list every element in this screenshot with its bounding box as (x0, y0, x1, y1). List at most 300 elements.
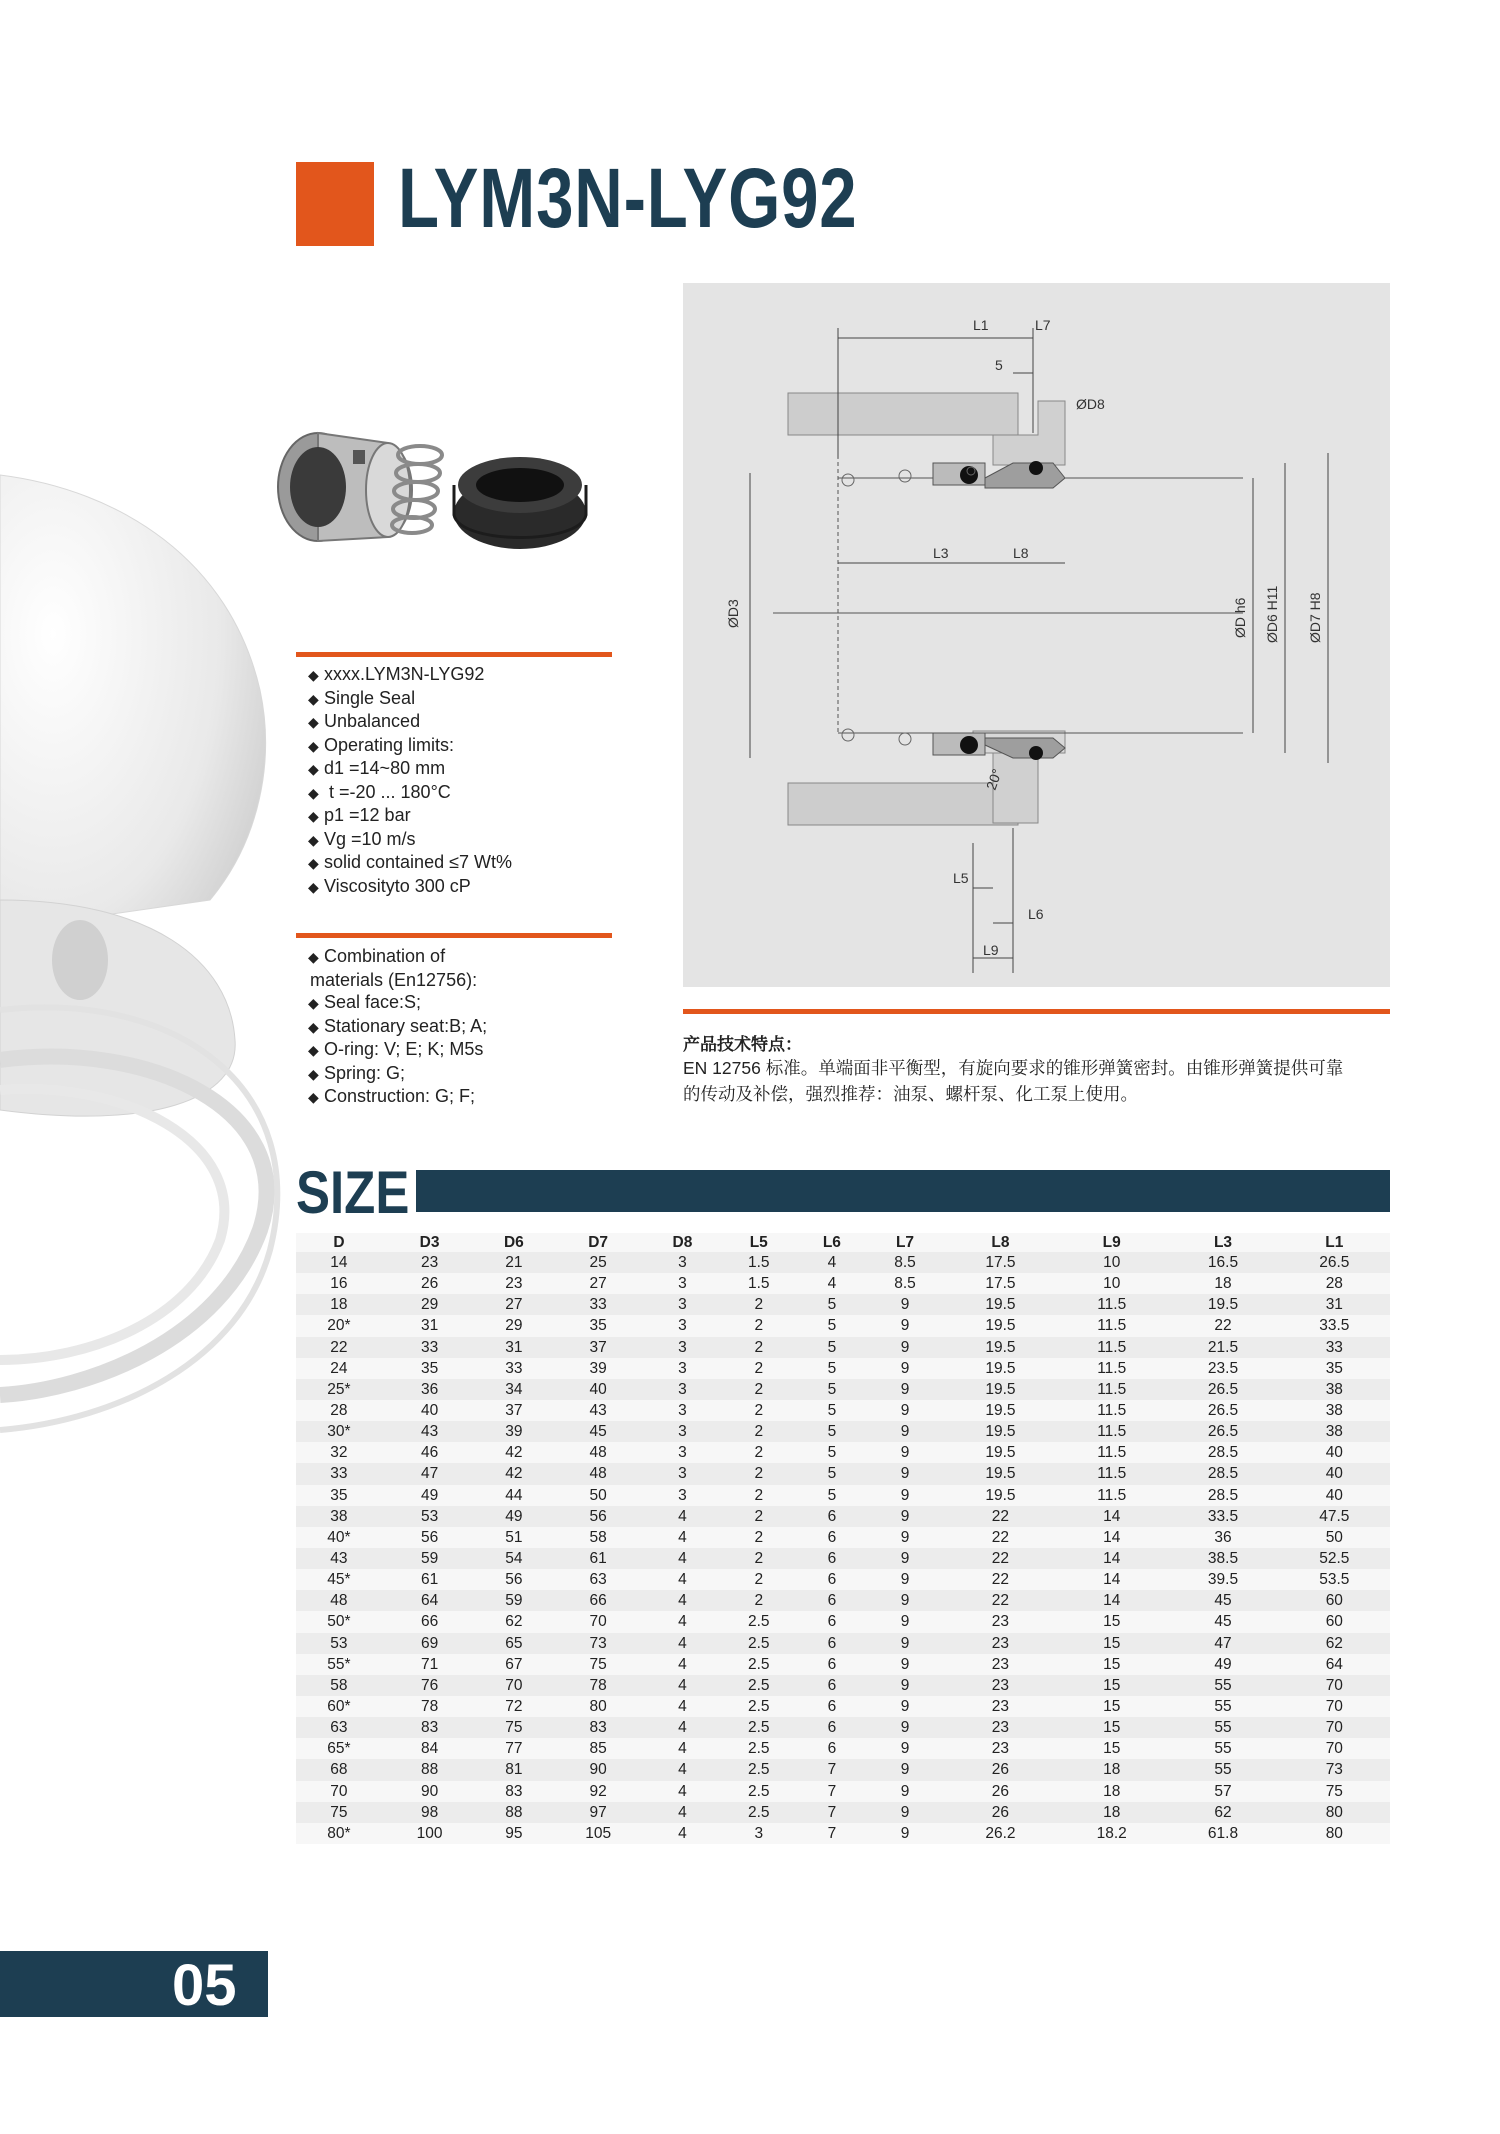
table-cell: 59 (382, 1548, 477, 1569)
table-cell: 40* (296, 1527, 382, 1548)
dim-l6: L6 (1028, 906, 1044, 922)
table-row (296, 1590, 1390, 1611)
table-cell: 31 (382, 1315, 477, 1336)
table-cell: 97 (550, 1802, 645, 1823)
table-cell: 65 (477, 1633, 550, 1654)
diamond-bullet-icon: ◆ (308, 1042, 319, 1058)
table-cell: 11.5 (1056, 1315, 1167, 1336)
table-cell: 10 (1056, 1252, 1167, 1273)
table-cell: 9 (865, 1823, 945, 1844)
table-cell: 81 (477, 1759, 550, 1780)
table-cell: 40 (1279, 1442, 1390, 1463)
column-header: L1 (1279, 1233, 1390, 1252)
table-cell: 35 (382, 1358, 477, 1379)
table-row (296, 1759, 1390, 1780)
table-cell: 34 (477, 1379, 550, 1400)
table-cell: 60 (1279, 1590, 1390, 1611)
table-cell: 21 (477, 1252, 550, 1273)
table-cell: 83 (550, 1717, 645, 1738)
table-cell: 45 (550, 1421, 645, 1442)
dim-l3: L3 (933, 545, 949, 561)
table-cell: 77 (477, 1738, 550, 1759)
table-cell: 11.5 (1056, 1421, 1167, 1442)
size-header-bar (416, 1170, 1390, 1212)
table-cell: 80 (1279, 1823, 1390, 1844)
product-photo (270, 415, 610, 575)
dim-l8: L8 (1013, 545, 1029, 561)
diamond-bullet-icon: ◆ (308, 831, 319, 848)
table-cell: 23 (945, 1675, 1056, 1696)
table-cell: 1.5 (719, 1273, 799, 1294)
table-cell: 4 (646, 1611, 719, 1632)
table-cell: 83 (477, 1781, 550, 1802)
column-header: L9 (1056, 1233, 1167, 1252)
table-cell: 56 (382, 1527, 477, 1548)
table-cell: 51 (477, 1527, 550, 1548)
table-cell: 38 (1279, 1379, 1390, 1400)
size-title: SIZE (296, 1159, 410, 1226)
table-cell: 4 (646, 1759, 719, 1780)
table-cell: 14 (1056, 1569, 1167, 1590)
table-cell: 67 (477, 1654, 550, 1675)
title-accent-square (296, 162, 374, 246)
table-cell: 35 (550, 1315, 645, 1336)
table-cell: 6 (799, 1590, 866, 1611)
table-cell: 16.5 (1167, 1252, 1278, 1273)
table-cell: 19.5 (945, 1485, 1056, 1506)
table-cell: 70 (1279, 1738, 1390, 1759)
table-cell: 3 (646, 1421, 719, 1442)
table-cell: 27 (477, 1294, 550, 1315)
spec-item: ◆ p1 =12 bar (308, 804, 512, 828)
table-cell: 71 (382, 1654, 477, 1675)
table-cell: 9 (865, 1738, 945, 1759)
table-cell: 35 (296, 1485, 382, 1506)
table-cell: 57 (1167, 1781, 1278, 1802)
table-cell: 9 (865, 1379, 945, 1400)
size-table (296, 1233, 1390, 1844)
table-cell: 19.5 (945, 1337, 1056, 1358)
table-cell: 6 (799, 1696, 866, 1717)
table-cell: 73 (550, 1633, 645, 1654)
table-cell: 19.5 (945, 1400, 1056, 1421)
table-cell: 31 (477, 1337, 550, 1358)
table-cell: 2.5 (719, 1759, 799, 1780)
table-cell: 70 (1279, 1717, 1390, 1738)
table-cell: 58 (296, 1675, 382, 1696)
table-cell: 14 (1056, 1590, 1167, 1611)
table-cell: 9 (865, 1717, 945, 1738)
table-cell: 33 (1279, 1337, 1390, 1358)
table-cell: 55 (1167, 1759, 1278, 1780)
table-cell: 68 (296, 1759, 382, 1780)
table-cell: 2.5 (719, 1696, 799, 1717)
table-row (296, 1379, 1390, 1400)
table-cell: 65* (296, 1738, 382, 1759)
column-header: D (296, 1233, 382, 1252)
table-cell: 2.5 (719, 1675, 799, 1696)
technical-drawing-panel (683, 283, 1390, 987)
table-row (296, 1569, 1390, 1590)
table-cell: 6 (799, 1569, 866, 1590)
table-cell: 2 (719, 1569, 799, 1590)
material-item: ◆ Stationary seat:B; A; (308, 1015, 487, 1039)
table-cell: 18 (296, 1294, 382, 1315)
table-cell: 28.5 (1167, 1442, 1278, 1463)
table-cell: 4 (646, 1654, 719, 1675)
table-cell: 19.5 (945, 1442, 1056, 1463)
table-cell: 10 (1056, 1273, 1167, 1294)
table-cell: 47 (1167, 1633, 1278, 1654)
diamond-bullet-icon: ◆ (308, 761, 319, 777)
table-cell: 23 (945, 1696, 1056, 1717)
table-cell: 45 (1167, 1611, 1278, 1632)
table-cell: 9 (865, 1611, 945, 1632)
table-cell: 4 (799, 1273, 866, 1294)
table-cell: 7 (799, 1802, 866, 1823)
table-cell: 63 (296, 1717, 382, 1738)
table-cell: 55 (1167, 1717, 1278, 1738)
table-row (296, 1527, 1390, 1548)
column-header: L5 (719, 1233, 799, 1252)
table-cell: 40 (382, 1400, 477, 1421)
table-cell: 3 (646, 1379, 719, 1400)
table-cell: 9 (865, 1569, 945, 1590)
table-cell: 2.5 (719, 1802, 799, 1823)
specs-rule (296, 652, 612, 657)
table-cell: 21.5 (1167, 1337, 1278, 1358)
table-cell: 56 (477, 1569, 550, 1590)
table-cell: 61 (382, 1569, 477, 1590)
dim-l9: L9 (983, 942, 999, 958)
table-cell: 5 (799, 1315, 866, 1336)
diamond-bullet-icon: ◆ (308, 714, 319, 730)
diamond-bullet-icon: ◆ (308, 878, 319, 895)
column-header: L8 (945, 1233, 1056, 1252)
dim-dh6: ØD h6 (1232, 597, 1248, 638)
table-cell: 9 (865, 1633, 945, 1654)
spec-item: ◆ Vg =10 m/s (308, 828, 512, 852)
table-cell: 2.5 (719, 1781, 799, 1802)
table-cell: 4 (799, 1252, 866, 1273)
table-cell: 11.5 (1056, 1358, 1167, 1379)
table-cell: 5 (799, 1421, 866, 1442)
table-cell: 70 (477, 1675, 550, 1696)
table-cell: 29 (477, 1315, 550, 1336)
table-cell: 9 (865, 1781, 945, 1802)
material-item: ◆ Seal face:S; (308, 991, 487, 1015)
table-cell: 3 (646, 1358, 719, 1379)
spec-item: ◆ Unbalanced (308, 710, 512, 734)
table-cell: 38 (1279, 1421, 1390, 1442)
table-cell: 2 (719, 1442, 799, 1463)
table-cell: 33.5 (1279, 1315, 1390, 1336)
materials-rule (296, 933, 612, 938)
features-line-2: 的传动及补偿，强烈推荐：油泵、螺杆泵、化工泵上使用。 (683, 1084, 1138, 1104)
table-cell: 23 (945, 1717, 1056, 1738)
table-cell: 83 (382, 1717, 477, 1738)
table-cell: 60 (1279, 1611, 1390, 1632)
table-cell: 18 (1056, 1781, 1167, 1802)
spec-item: ◆ d1 =14~80 mm (308, 757, 512, 781)
table-cell: 27 (550, 1273, 645, 1294)
page-number: 05 (172, 1953, 237, 2018)
table-row (296, 1442, 1390, 1463)
table-cell: 54 (477, 1548, 550, 1569)
table-cell: 9 (865, 1463, 945, 1484)
table-cell: 25* (296, 1379, 382, 1400)
column-header: D3 (382, 1233, 477, 1252)
table-cell: 3 (646, 1315, 719, 1336)
table-cell: 26.5 (1167, 1400, 1278, 1421)
table-cell: 2 (719, 1294, 799, 1315)
table-cell: 85 (550, 1738, 645, 1759)
table-cell: 26.5 (1167, 1379, 1278, 1400)
table-cell: 9 (865, 1548, 945, 1569)
table-cell: 11.5 (1056, 1400, 1167, 1421)
table-cell: 11.5 (1056, 1463, 1167, 1484)
table-cell: 40 (550, 1379, 645, 1400)
table-cell: 11.5 (1056, 1485, 1167, 1506)
table-cell: 23 (945, 1633, 1056, 1654)
table-cell: 14 (1056, 1506, 1167, 1527)
table-cell: 15 (1056, 1738, 1167, 1759)
table-cell: 38.5 (1167, 1548, 1278, 1569)
table-cell: 2.5 (719, 1738, 799, 1759)
table-cell: 33 (296, 1463, 382, 1484)
table-cell: 80 (550, 1696, 645, 1717)
table-cell: 14 (1056, 1527, 1167, 1548)
table-row (296, 1358, 1390, 1379)
table-cell: 9 (865, 1485, 945, 1506)
table-cell: 66 (382, 1611, 477, 1632)
table-cell: 23.5 (1167, 1358, 1278, 1379)
table-cell: 3 (646, 1442, 719, 1463)
table-cell: 4 (646, 1590, 719, 1611)
table-cell: 14 (296, 1252, 382, 1273)
spec-item: ◆ xxxx.LYM3N-LYG92 (308, 663, 512, 687)
table-cell: 50* (296, 1611, 382, 1632)
table-cell: 60* (296, 1696, 382, 1717)
table-cell: 15 (1056, 1717, 1167, 1738)
features-body (683, 1055, 1403, 1107)
table-cell: 53 (382, 1506, 477, 1527)
materials-list (308, 945, 487, 1109)
table-cell: 75 (550, 1654, 645, 1675)
table-cell: 6 (799, 1675, 866, 1696)
table-cell: 5 (799, 1485, 866, 1506)
table-cell: 48 (550, 1463, 645, 1484)
table-row (296, 1485, 1390, 1506)
table-cell: 61 (550, 1548, 645, 1569)
table-cell: 23 (945, 1611, 1056, 1632)
dim-l1: L1 (973, 317, 989, 333)
table-cell: 63 (550, 1569, 645, 1590)
table-cell: 7 (799, 1759, 866, 1780)
table-cell: 5 (799, 1379, 866, 1400)
table-body (296, 1252, 1390, 1844)
table-cell: 9 (865, 1315, 945, 1336)
table-cell: 9 (865, 1675, 945, 1696)
table-cell: 18 (1167, 1273, 1278, 1294)
table-row (296, 1421, 1390, 1442)
table-row (296, 1400, 1390, 1421)
table-cell: 30* (296, 1421, 382, 1442)
table-cell: 28.5 (1167, 1463, 1278, 1484)
table-cell: 4 (646, 1675, 719, 1696)
table-cell: 90 (550, 1759, 645, 1780)
table-cell: 75 (296, 1802, 382, 1823)
table-cell: 19.5 (945, 1358, 1056, 1379)
table-row (296, 1633, 1390, 1654)
table-cell: 26.5 (1279, 1252, 1390, 1273)
table-cell: 92 (550, 1781, 645, 1802)
table-cell: 66 (550, 1590, 645, 1611)
table-cell: 26 (945, 1781, 1056, 1802)
table-cell: 23 (477, 1273, 550, 1294)
table-cell: 8.5 (865, 1273, 945, 1294)
column-header: D6 (477, 1233, 550, 1252)
table-cell: 4 (646, 1738, 719, 1759)
diamond-bullet-icon: ◆ (308, 737, 319, 754)
table-cell: 18 (1056, 1802, 1167, 1823)
table-cell: 33 (550, 1294, 645, 1315)
table-cell: 15 (1056, 1654, 1167, 1675)
table-cell: 45 (1167, 1590, 1278, 1611)
table-cell: 17.5 (945, 1273, 1056, 1294)
table-cell: 15 (1056, 1633, 1167, 1654)
features-line-1: EN 12756 标准。单端面非平衡型，有旋向要求的锥形弹簧密封。由锥形弹簧提供可靠 (683, 1058, 1344, 1078)
table-cell: 9 (865, 1759, 945, 1780)
table-cell: 88 (382, 1759, 477, 1780)
table-cell: 2.5 (719, 1717, 799, 1738)
spec-item: ◆ Single Seal (308, 687, 512, 711)
diamond-bullet-icon: ◆ (308, 949, 319, 965)
table-cell: 5 (799, 1400, 866, 1421)
table-row (296, 1611, 1390, 1632)
table-cell: 38 (1279, 1400, 1390, 1421)
table-cell: 37 (550, 1337, 645, 1358)
table-cell: 22 (945, 1590, 1056, 1611)
table-row (296, 1654, 1390, 1675)
table-cell: 4 (646, 1823, 719, 1844)
materials-intro: ◆ Combination of (308, 945, 487, 969)
table-cell: 19.5 (945, 1379, 1056, 1400)
table-cell: 2 (719, 1421, 799, 1442)
table-cell: 18 (1056, 1759, 1167, 1780)
features-rule (683, 1009, 1390, 1014)
table-cell: 6 (799, 1506, 866, 1527)
table-cell: 6 (799, 1527, 866, 1548)
table-cell: 15 (1056, 1611, 1167, 1632)
table-row (296, 1696, 1390, 1717)
table-cell: 6 (799, 1633, 866, 1654)
table-cell: 2.5 (719, 1654, 799, 1675)
table-row (296, 1675, 1390, 1696)
material-item: ◆ O-ring: V; E; K; M5s (308, 1038, 487, 1062)
table-cell: 16 (296, 1273, 382, 1294)
table-cell: 9 (865, 1590, 945, 1611)
table-cell: 9 (865, 1400, 945, 1421)
table-cell: 39 (550, 1358, 645, 1379)
table-cell: 43 (550, 1400, 645, 1421)
table-cell: 84 (382, 1738, 477, 1759)
table-cell: 32 (296, 1442, 382, 1463)
table-cell: 53 (296, 1633, 382, 1654)
table-cell: 55 (1167, 1675, 1278, 1696)
material-item: ◆ Construction: G; F; (308, 1085, 487, 1109)
table-cell: 37 (477, 1400, 550, 1421)
table-row (296, 1315, 1390, 1336)
table-cell: 33 (382, 1337, 477, 1358)
table-cell: 26 (945, 1759, 1056, 1780)
table-cell: 4 (646, 1781, 719, 1802)
table-cell: 19.5 (945, 1463, 1056, 1484)
table-cell: 2.5 (719, 1633, 799, 1654)
table-header-row (296, 1233, 1390, 1252)
table-cell: 33 (477, 1358, 550, 1379)
table-cell: 5 (799, 1442, 866, 1463)
table-row (296, 1823, 1390, 1844)
table-cell: 2 (719, 1463, 799, 1484)
table-cell: 9 (865, 1696, 945, 1717)
table-cell: 29 (382, 1294, 477, 1315)
table-cell: 98 (382, 1802, 477, 1823)
table-cell: 78 (382, 1696, 477, 1717)
table-row (296, 1781, 1390, 1802)
table-cell: 2 (719, 1506, 799, 1527)
table-cell: 1.5 (719, 1252, 799, 1273)
background-seal-illustration (0, 0, 300, 1450)
table-cell: 33.5 (1167, 1506, 1278, 1527)
table-cell: 88 (477, 1802, 550, 1823)
table-cell: 39.5 (1167, 1569, 1278, 1590)
table-cell: 3 (646, 1252, 719, 1273)
table-cell: 45* (296, 1569, 382, 1590)
table-cell: 48 (296, 1590, 382, 1611)
table-cell: 3 (646, 1463, 719, 1484)
specs-list (308, 663, 512, 898)
column-header: D8 (646, 1233, 719, 1252)
table-cell: 72 (477, 1696, 550, 1717)
table-cell: 43 (296, 1548, 382, 1569)
column-header: L6 (799, 1233, 866, 1252)
table-cell: 4 (646, 1506, 719, 1527)
spec-item: ◆ Viscosityto 300 cP (308, 875, 512, 899)
table-cell: 49 (382, 1485, 477, 1506)
features-heading: 产品技术特点： (683, 1035, 802, 1054)
table-cell: 24 (296, 1358, 382, 1379)
table-cell: 4 (646, 1717, 719, 1738)
table-cell: 9 (865, 1358, 945, 1379)
table-cell: 18.2 (1056, 1823, 1167, 1844)
table-cell: 76 (382, 1675, 477, 1696)
diamond-bullet-icon: ◆ (308, 690, 319, 707)
table-cell: 7 (799, 1823, 866, 1844)
table-cell: 6 (799, 1738, 866, 1759)
table-cell: 31 (1279, 1294, 1390, 1315)
table-cell: 5 (799, 1337, 866, 1358)
table-cell: 59 (477, 1590, 550, 1611)
table-cell: 9 (865, 1654, 945, 1675)
table-row (296, 1252, 1390, 1273)
table-cell: 55 (1167, 1738, 1278, 1759)
table-cell: 28 (1279, 1273, 1390, 1294)
table-cell: 28.5 (1167, 1485, 1278, 1506)
table-cell: 2 (719, 1379, 799, 1400)
table-cell: 48 (550, 1442, 645, 1463)
table-cell: 15 (1056, 1675, 1167, 1696)
